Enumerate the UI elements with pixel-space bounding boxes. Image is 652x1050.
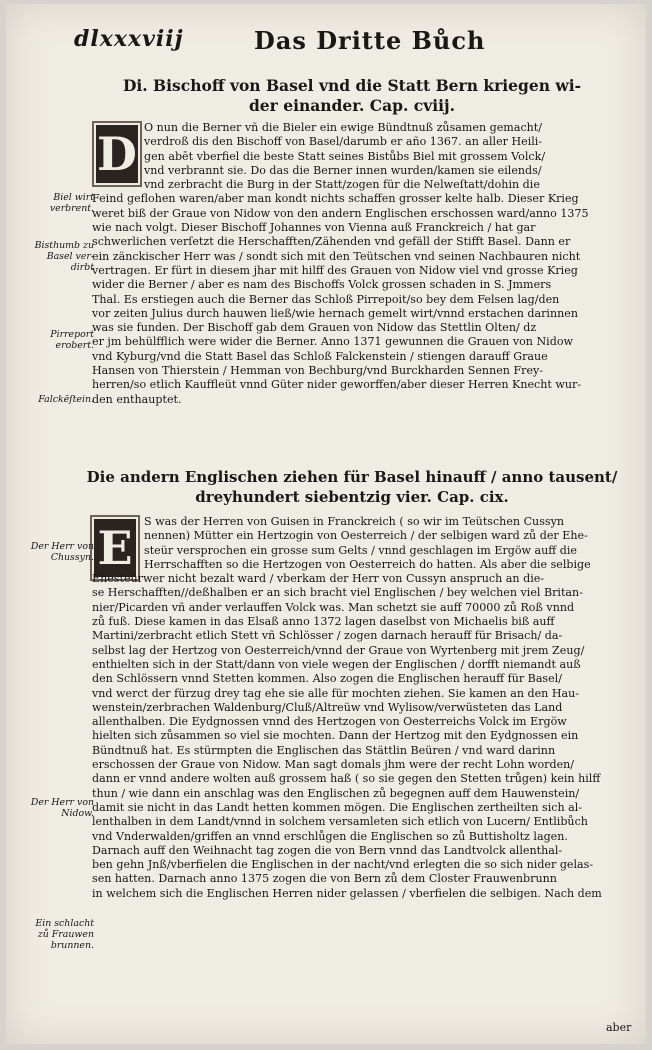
chapter-body-109 [92, 515, 636, 901]
margin-note: Der Herr von Nidow. [30, 797, 94, 819]
text-line: ben gehn Jnß/vberfielen die Englischen in der nacht/vnd erlegten die so sich nider gelas- [92, 858, 594, 872]
margin-note: Der Herr von Chussyn. [30, 541, 94, 563]
text-line: hielten sich zůsammen so viel sie mochten. Dann der Hertzog mit den Eydgnossen ein [92, 729, 579, 743]
text-line: vor zeiten Julius durch hauwen ließ/wie hernach gemelt wirt/vnnd erstachen darinnen [92, 306, 578, 320]
text-line: vnd werct der fürzug drey tag ehe sie alle für mochten ziehen. Sie kamen an den Hau- [92, 686, 580, 700]
decorated-initial: D [92, 121, 142, 187]
text-line: er jm behülfflich were wider die Berner. Anno 1371 gewunnen die Grauen von Nidow [92, 335, 574, 349]
text-line: den enthauptet. [92, 392, 182, 406]
text-line: Bündtnuß hat. Es stürmpten die Englischen das Stättlin Beüren / vnd ward darinn [92, 743, 556, 757]
chapter-heading-line: dreyhundert siebentzig vier. Cap. cix. [195, 488, 509, 506]
margin-note: Pirreport erobert. [50, 329, 94, 351]
text-line: Feind geflohen waren/aber man kondt nichts schaffen grosser kelte halb. Dieser Krieg [92, 192, 579, 206]
text-line: den Schlössern vnnd Stetten kommen. Also zogen die Englischen herauff für Basel/ [92, 672, 562, 686]
text-line: Thal. Es erstiegen auch die Berner das Schloß Pirrepoit/so bey dem Felsen lag/den [92, 292, 560, 306]
text-line: allenthalben. Die Eydgnossen vnnd des Hertzogen von Oesterreichs Volck im Ergöw [92, 715, 567, 729]
text-line: thun / wie dann ein anschlag was den Englischen zů begegnen auff dem Hauwenstein/ [92, 786, 580, 800]
text-line: nennen) Mütter ein Hertzogin von Oesterreich / der selbigen ward zů der Ehe- [144, 529, 588, 543]
chapter-body-108 [92, 121, 636, 407]
chapter-heading-line: der einander. Cap. cviij. [248, 96, 456, 115]
text-line: nier/Picarden vñ ander verlauffen Volck was. Man schetzt sie auff 70000 zů Roß vnnd [92, 600, 575, 614]
text-line: vnd verbrannt sie. Do das die Berner innen wurden/kamen sie eilends/ [144, 163, 542, 177]
text-line: O nun die Berner vñ die Bieler ein ewige Bündtnuß zůsamen gemacht/ [144, 121, 542, 134]
text-line: weret biß der Graue von Nidow von den andern Englischen erschossen ward/anno 1375 [92, 206, 589, 220]
chapter-heading-line: Di. Bischoff von Basel vnd die Statt Bern kriegen wi- [122, 76, 582, 95]
text-line: zů fuß. Diese kamen in das Elsaß anno 1372 lagen daselbst von Michaelis biß auff [92, 615, 555, 629]
text-line: damit sie nicht in das Landt hetten kommen mögen. Die Englischen zertheilten sich al- [92, 800, 583, 814]
text-line: ein zänckischer Herr was / sondt sich mit den Teütschen vnd seinen Nachbauren nicht [92, 249, 581, 263]
catchword: aber [606, 1021, 632, 1034]
text-line: herren/so etlich Kauffleüt vnnd Güter nider geworffen/aber dieser Herren Knecht wur- [92, 378, 582, 392]
text-line: enthielten sich in der Statt/dann von viele wegen der Englischen / dorfft niemandt auß [92, 657, 581, 671]
margin-note: Ein schlacht zů Frauwen brunnen. [35, 918, 94, 951]
text-line: was sie funden. Der Bischoff gab dem Grauen von Nidow das Stettlin Olten/ dz [92, 321, 537, 335]
text-line: vnd Kyburg/vnd die Statt Basel das Schloß Falckenstein / stiengen darauff Graue [92, 349, 548, 363]
text-line: S was der Herren von Guisen in Franckreich ( so wir im Teütschen Cussyn [144, 515, 564, 528]
text-line: vertragen. Er fürt in diesem jhar mit hilff des Grauen von Nidow viel vnd grosse Krieg [92, 263, 578, 277]
book-page [6, 4, 646, 1044]
text-line: lenthalben in dem Landt/vnnd in solchem versamleten sich etlich von Lucern/ Entlibůch [92, 815, 588, 829]
page-header [54, 26, 606, 56]
chapter-heading-line: Die andern Englischen ziehen für Basel hinauff / anno tausent/ [86, 468, 618, 486]
margin-note: Biel wirt verbrent. [49, 192, 94, 214]
text-line: in welchem sich die Englischen Herren nider gelassen / vberfielen die selbigen. Nach dem [92, 886, 602, 900]
text-line: wider die Berner / aber es nam des Bischoffs Volck grossen schaden in S. Jmmers [92, 278, 552, 292]
text-line: wie nach volgt. Dieser Bischoff Johannes von Vienna auß Franckreich / hat gar [92, 221, 536, 235]
text-line: Ehesteürwer nicht bezalt ward / vberkam der Herr von Cussyn anspruch an die- [92, 572, 545, 586]
text-line: verdroß dis den Bischoff von Basel/darumb er año 1367. an aller Heili- [144, 135, 543, 149]
text-line: erschossen der Graue von Nidow. Man sagt domals jhm were der recht Lohn worden/ [92, 758, 575, 772]
text-line: selbst lag der Hertzog von Oesterreich/vnnd der Graue von Wyrtenberg mit jrem Zeug/ [92, 643, 585, 657]
text-line: Hansen von Thierstein / Hemman von Bechburg/vnd Burckharden Sennen Frey- [92, 364, 544, 378]
text-line: vnd zerbracht die Burg in der Statt/zogen für die Nelweſtatt/dohin die [144, 178, 540, 192]
chapter-heading-109 [76, 467, 628, 507]
text-line: sen hatten. Darnach anno 1375 zogen die von Bern zů dem Closter Frauwenbrunn [92, 872, 557, 886]
text-line: dann er vnnd andere wolten auß grossem haß ( so sie gegen den Stetten trůgen) kein hilff [92, 772, 601, 786]
text-line: schwerlichen verſetzt die Herschafften/Zähenden vnd gefäll der Stifft Basel. Dann er [92, 235, 571, 249]
text-line: gen abēt vberfiel die beste Statt seines Bistůbs Biel mit grossem Volck/ [144, 149, 546, 163]
text-line: Martini/zerbracht etlich Stett vñ Schlösser / zogen darnach herauff für Brisach/ da- [92, 629, 563, 643]
text-line: Darnach auff den Weihnacht tag zogen die von Bern vnnd das Landtvolck allenthal- [92, 843, 563, 857]
text-line: Herrschafften so die Hertzogen von Oesterreich do hatten. Als aber die selbige [144, 557, 591, 571]
text-line: vnd Vnderwalden/griffen an vnnd erschlůgen die Englischen so zů Buttisholtz lagen. [92, 829, 568, 843]
decorated-initial: E [90, 515, 140, 581]
text-line: se Herschafften//deßhalben er an sich bracht viel Englischen / bey welchen viel Britan- [92, 586, 583, 600]
chapter-heading-108 [76, 76, 628, 116]
text-line: steür versprochen ein grosse sum Gelts / vnnd geschlagen im Ergöw auff die [144, 543, 577, 557]
text-line: wenstein/zerbrachen Waldenburg/Cluß/Altreüw vnd Wylisow/verwüsteten das Land [92, 700, 563, 714]
running-head: Das Dritte Bůch [254, 26, 486, 55]
margin-note: Bisthumb zu Basel ver- dirbt [34, 240, 94, 273]
margin-note: Falckēſtein. [38, 394, 94, 405]
folio-number: dlxxxviij [74, 26, 184, 52]
